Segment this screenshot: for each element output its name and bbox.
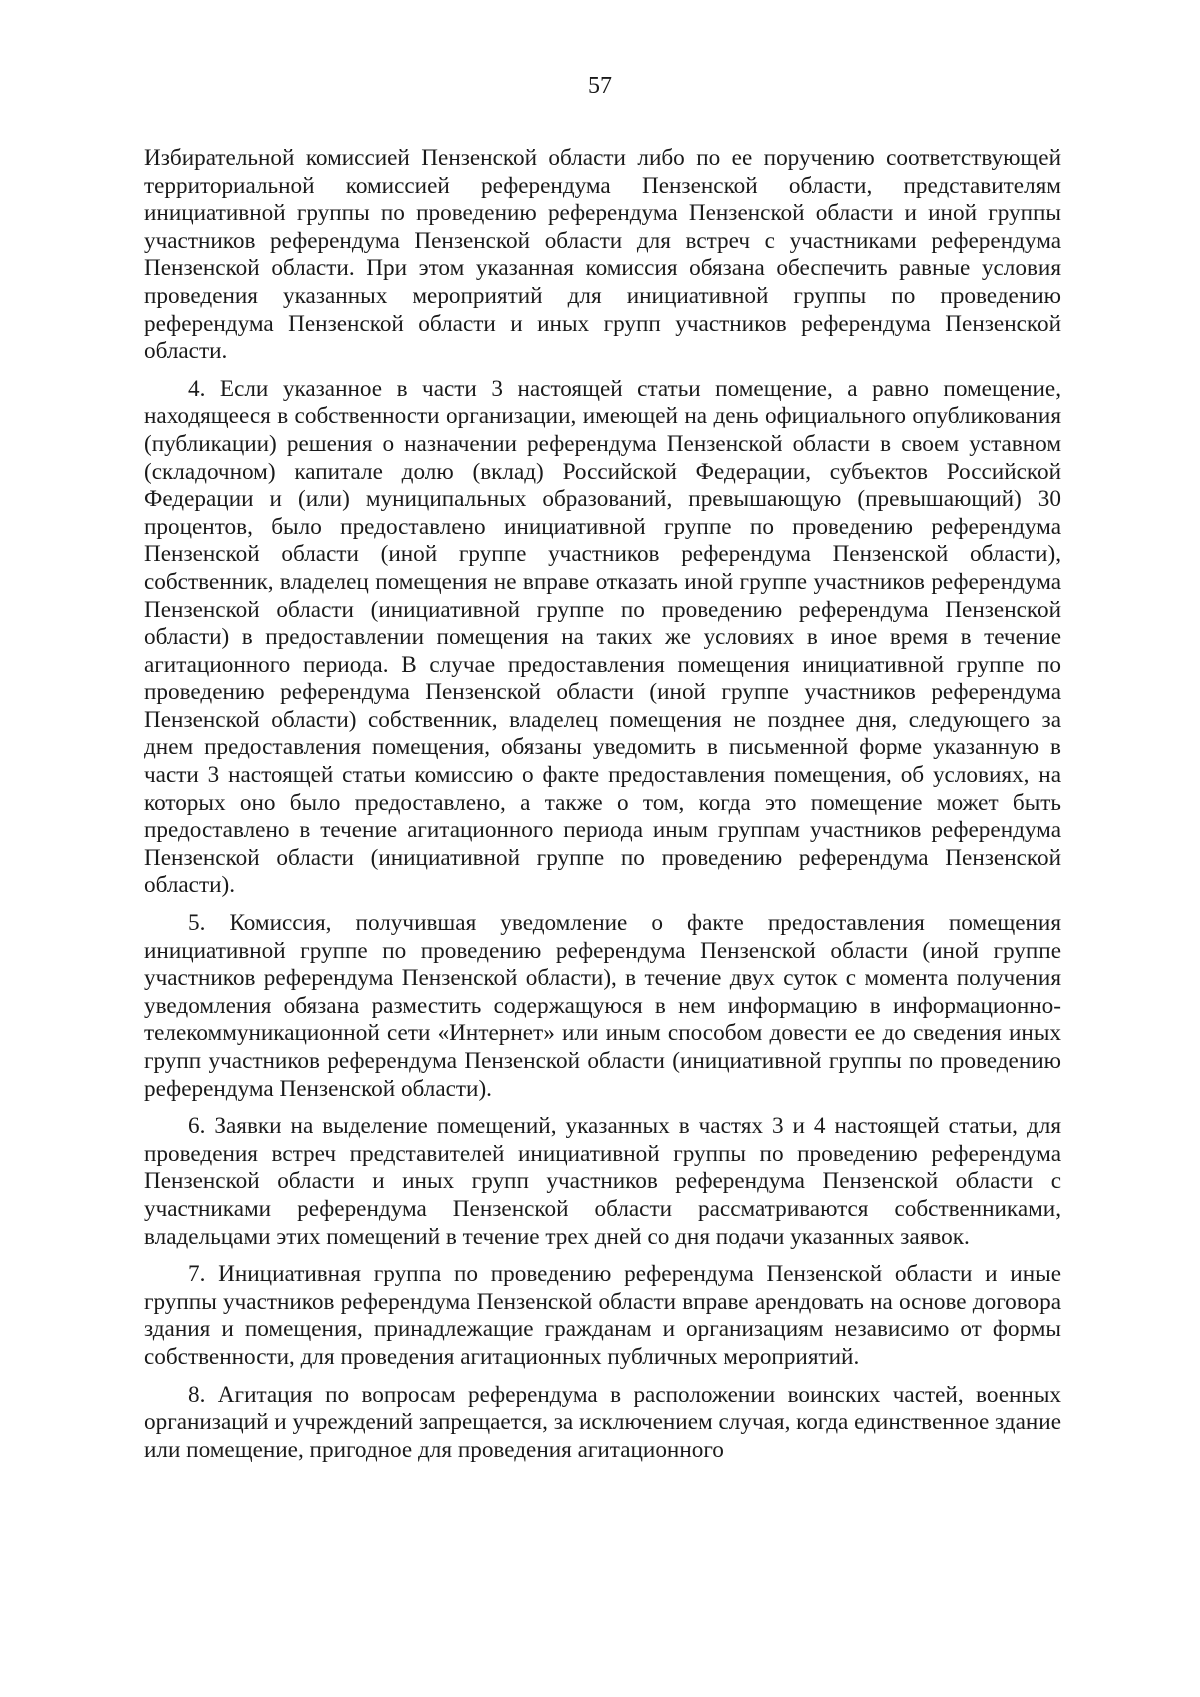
paragraph-5: 5. Комиссия, получившая уведомление о факте предоставления помещения инициативной группе по проведению референдума Пензенской области (иной группе участников референдума Пензенской области), в течение двух суток с момента получения уведомления обязана разместить содержащуюся в нем информацию в информационно-телекоммуникационной сети «Интернет» или иным способом довести ее до сведения иных групп участников референдума Пензенской области (инициативной группы по проведению референдума Пензенской области). (144, 910, 1061, 1102)
page-number: 57 (588, 73, 612, 99)
paragraph-4: 4. Если указанное в части 3 настоящей статьи помещение, а равно помещение, находящееся в собственности организации, имеющей на день официального опубликования (публикации) решения о назначении референдума Пензенской области в своем уставном (складочном) капитале долю (вклад) Российской Федерации, субъектов Российской Федерации и (или) муниципальных образований, превышающую (превышающий) 30 процентов, было предоставлено инициативной группе по проведению референдума Пензенской области (иной группе участников референдума Пензенской области), собственник, владелец помещения не вправе отказать иной группе участников референдума Пензенской области (инициативной группе по проведению референдума Пензенской области) в предоставлении помещения на таких же условиях в иное время в течение агитационного периода. В случае предоставления помещения инициативной группе по проведению референдума Пензенской области (иной группе участников референдума Пензенской области) собственник, владелец помещения не позднее дня, следующего за днем предоставления помещения, обязаны уведомить в письменной форме указанную в части 3 настоящей статьи комиссию о факте предоставления помещения, об условиях, на которых оно было предоставлено, а также о том, когда это помещение может быть предоставлено в течение агитационного периода иным группам участников референдума Пензенской области (инициативной группе по проведению референдума Пензенской области). (144, 375, 1061, 899)
paragraph-8: 8. Агитация по вопросам референдума в расположении воинских частей, военных организаций и учреждений запрещается, за исключением случая, когда единственное здание или помещение, пригодное для проведения агитационного (144, 1381, 1061, 1463)
document-body (144, 145, 1061, 1474)
paragraph-7: 7. Инициативная группа по проведению референдума Пензенской области и иные группы участников референдума Пензенской области вправе арендовать на основе договора здания и помещения, принадлежащие гражданам и организациям независимо от формы собственности, для проведения агитационных публичных мероприятий. (144, 1261, 1061, 1370)
paragraph-6: 6. Заявки на выделение помещений, указанных в частях 3 и 4 настоящей статьи, для проведения встреч представителей инициативной группы по проведению референдума Пензенской области и иных групп участников референдума Пензенской области с участниками референдума Пензенской области рассматриваются собственниками, владельцами этих помещений в течение трех дней со дня подачи указанных заявок. (144, 1113, 1061, 1250)
paragraph-continuation: Избирательной комиссией Пензенской области либо по ее поручению соответствующей территориальной комиссией референдума Пензенской области, представителям инициативной группы по проведению референдума Пензенской области и иной группы участников референдума Пензенской области для встреч с участниками референдума Пензенской области. При этом указанная комиссия обязана обеспечить равные условия проведения указанных мероприятий для инициативной группы по проведению референдума Пензенской области и иных групп участников референдума Пензенской области. (144, 145, 1061, 365)
